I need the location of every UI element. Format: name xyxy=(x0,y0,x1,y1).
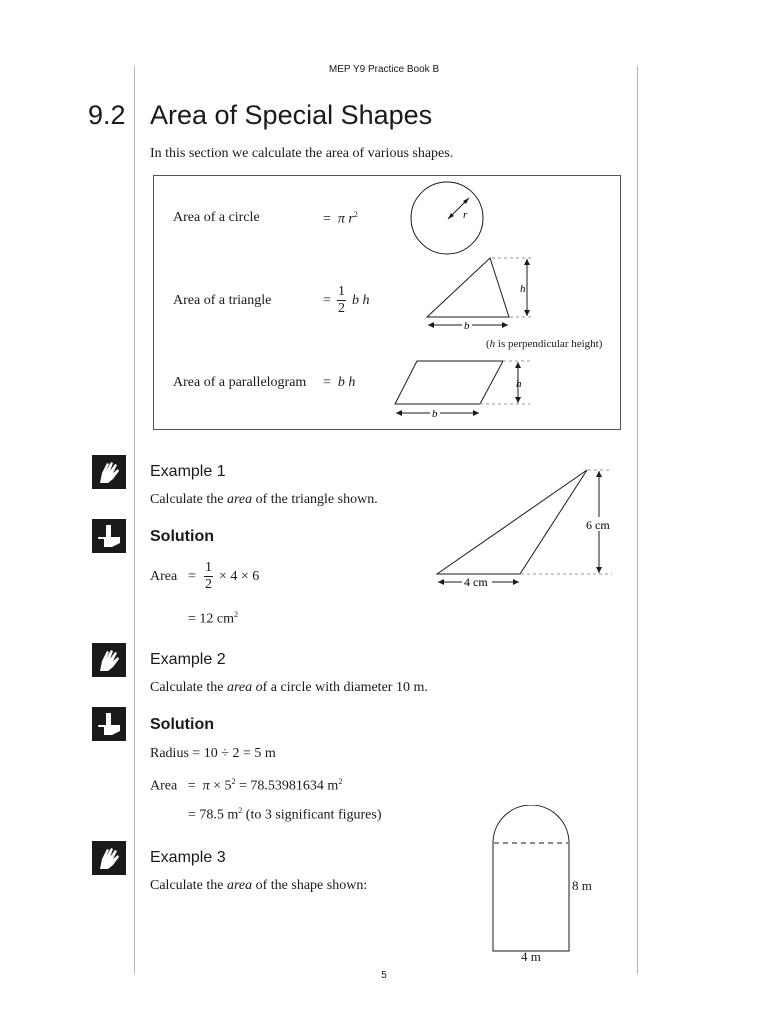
page-header: MEP Y9 Practice Book B xyxy=(328,64,440,75)
parallelogram-base-label: b xyxy=(432,408,438,420)
solution-hand-icon xyxy=(92,707,126,741)
circle-diagram xyxy=(405,178,495,260)
example-1-question: Calculate the area of the triangle shown. xyxy=(150,492,378,507)
left-margin-line xyxy=(134,66,135,974)
example-3-width-label: 4 m xyxy=(521,949,541,964)
example-hand-icon xyxy=(92,643,126,677)
section-number: 9.2 xyxy=(88,100,126,130)
triangle-formula-bh: b h xyxy=(352,293,370,308)
example-2-area-line: Area = $\pi \times 5^2 = 78.53981634$ $m^2$ xyxy=(150,777,343,794)
example-1-result: = 12 $cm^2$ xyxy=(188,610,238,627)
parallelogram-height-label: h xyxy=(516,378,522,390)
triangle-formula-label: Area of a triangle xyxy=(173,293,272,308)
triangle-formula-eq: = xyxy=(323,293,331,308)
example-1-fraction: $\frac{1}{2}$ xyxy=(205,560,212,592)
page-number: 5 xyxy=(381,970,387,981)
example-1-triangle xyxy=(430,462,620,592)
parallelogram-formula: = b h xyxy=(323,375,356,390)
example-1-area-label: Area xyxy=(150,569,178,584)
triangle-height-label: h xyxy=(520,283,526,295)
example-1-base-label: 4 cm xyxy=(464,575,488,589)
example-hand-icon xyxy=(92,455,126,489)
perpendicular-height-note: (h is perpendicular height) xyxy=(486,338,603,350)
example-2-solution-heading: Solution xyxy=(150,716,214,733)
right-margin-line xyxy=(637,66,638,974)
example-2-question: Calculate the area of a circle with diameter 10 m. xyxy=(150,680,428,695)
parallelogram-diagram xyxy=(390,354,540,422)
triangle-diagram xyxy=(420,250,540,336)
circle-radius-label: r xyxy=(463,209,468,221)
example-3-question: Calculate the area of the shape shown: xyxy=(150,878,368,893)
example-2-rounded-line: = 78.5 $m^2$ (to 3 significant figures) xyxy=(188,806,382,823)
example-3-heading: Example 3 xyxy=(150,849,226,866)
example-1-eq: = xyxy=(188,569,196,584)
example-2-heading: Example 2 xyxy=(150,651,226,668)
section-title: Area of Special Shapes xyxy=(150,100,433,130)
example-2-radius-line: Radius = 10 ÷ 2 = 5 m xyxy=(150,746,276,761)
example-3-height-label: 8 m xyxy=(572,878,592,893)
example-hand-icon xyxy=(92,841,126,875)
example-1-solution-heading: Solution xyxy=(150,528,214,545)
example-1-heading: Example 1 xyxy=(150,463,226,480)
example-1-height-label: 6 cm xyxy=(586,518,610,532)
circle-formula: = π $r^2$ xyxy=(323,210,358,227)
triangle-formula-fraction: $\frac{1}{2}$ xyxy=(338,284,345,316)
solution-hand-icon xyxy=(92,519,126,553)
circle-formula-label: Area of a circle xyxy=(173,210,260,225)
intro-text: In this section we calculate the area of various shapes. xyxy=(150,146,454,161)
parallelogram-formula-label: Area of a parallelogram xyxy=(173,375,307,390)
triangle-base-label: b xyxy=(464,320,470,332)
example-1-product: × 4 × 6 xyxy=(219,569,260,584)
